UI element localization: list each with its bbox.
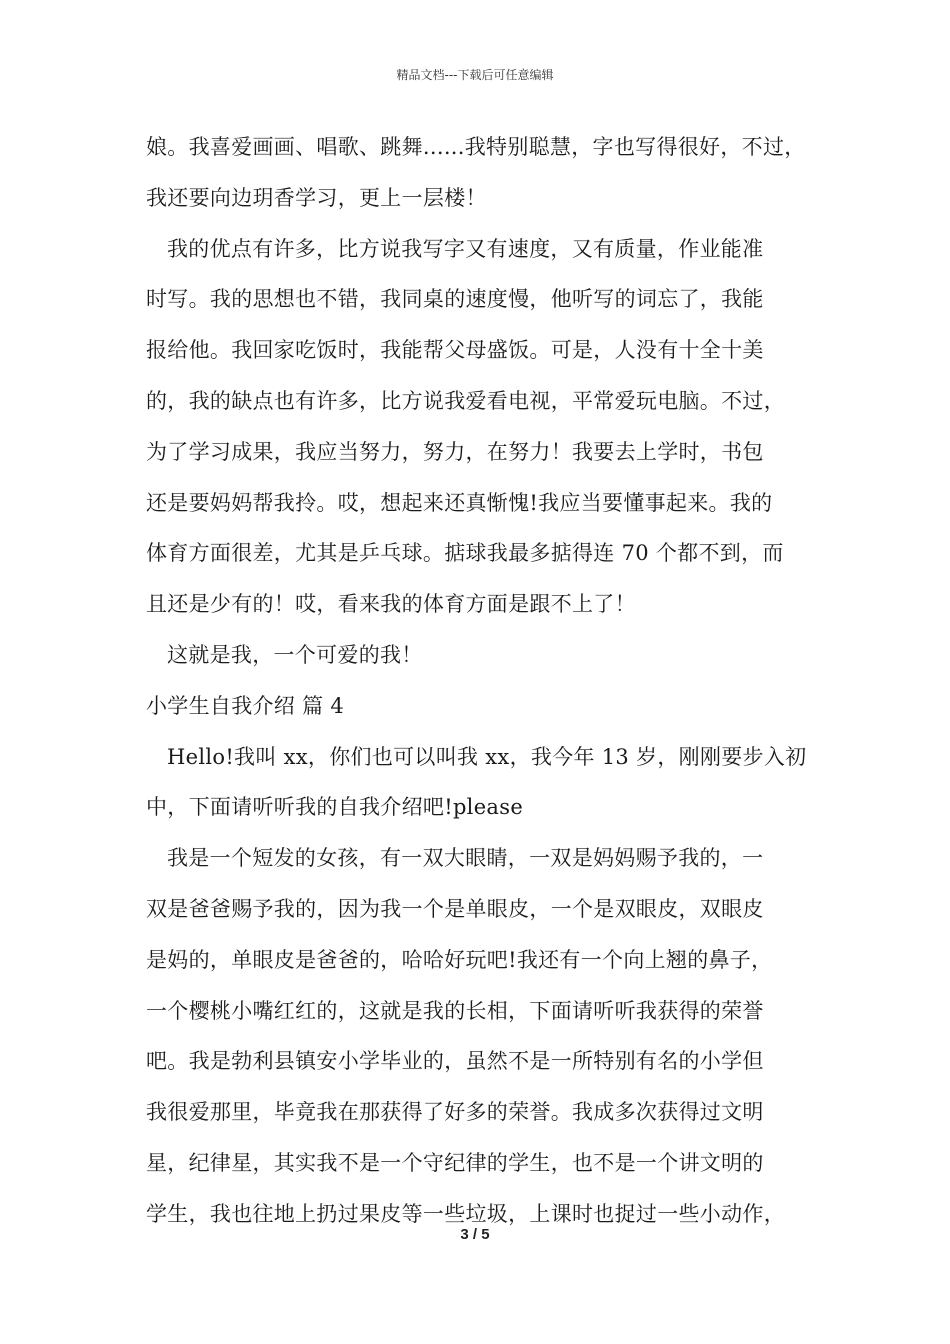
page-number: 3 / 5	[460, 1226, 490, 1243]
text-line: 我是一个短发的女孩，有一双大眼睛，一双是妈妈赐予我的，一	[167, 846, 764, 871]
text-line: Hello!我叫 xx，你们也可以叫我 xx，我今年 13 岁，刚刚要步入初	[167, 744, 807, 769]
text-line: 这就是我，一个可爱的我！	[167, 642, 423, 667]
text-line: 我的优点有许多，比方说我写字又有速度，又有质量，作业能准	[167, 236, 764, 261]
text-line: 的，我的缺点也有许多，比方说我爱看电视，平常爱玩电脑。不过，	[146, 388, 785, 413]
text-line: 吧。我是勃利县镇安小学毕业的，虽然不是一所特别有名的小学但	[146, 1049, 764, 1074]
document-body	[146, 122, 826, 1240]
text-line: 报给他。我回家吃饭时，我能帮父母盛饭。可是，人没有十全十美	[146, 338, 764, 363]
text-line: 娘。我喜爱画画、唱歌、跳舞......我特别聪慧，字也写得很好，不过，	[146, 135, 806, 159]
text-line: 学生，我也往地上扔过果皮等一些垃圾，上课时也捉过一些小动作，	[146, 1201, 785, 1226]
text-line: 星，纪律星，其实我不是一个守纪律的学生，也不是一个讲文明的	[146, 1150, 764, 1175]
text-line: 还是要妈妈帮我拎。哎，想起来还真惭愧!我应当要懂事起来。我的	[146, 490, 773, 515]
text-line: 中，下面请听听我的自我介绍吧!please	[146, 795, 524, 820]
text-line: 为了学习成果，我应当努力，努力，在努力！我要去上学时，书包	[146, 439, 764, 464]
text-line: 双是爸爸赐予我的，因为我一个是单眼皮，一个是双眼皮，双眼皮	[146, 896, 764, 921]
text-line: 小学生自我介绍 篇 4	[146, 693, 345, 718]
text-line: 一个樱桃小嘴红红的，这就是我的长相，下面请听听我获得的荣誉	[146, 998, 764, 1023]
text-line: 时写。我的思想也不错，我同桌的速度慢，他听写的词忘了，我能	[146, 287, 764, 312]
page-header: 精品文档---下载后可任意编辑	[396, 68, 554, 82]
text-line: 我很爱那里，毕竟我在那获得了好多的荣誉。我成多次获得过文明	[146, 1100, 764, 1125]
text-line: 我还要向边玥香学习，更上一层楼！	[146, 185, 487, 210]
text-line: 且还是少有的！哎，看来我的体育方面是跟不上了！	[146, 592, 636, 617]
text-line: 体育方面很差，尤其是乒乓球。掂球我最多掂得连 70 个都不到，而	[146, 541, 784, 566]
text-line: 是妈的，单眼皮是爸爸的，哈哈好玩吧!我还有一个向上翘的鼻子，	[146, 947, 773, 972]
